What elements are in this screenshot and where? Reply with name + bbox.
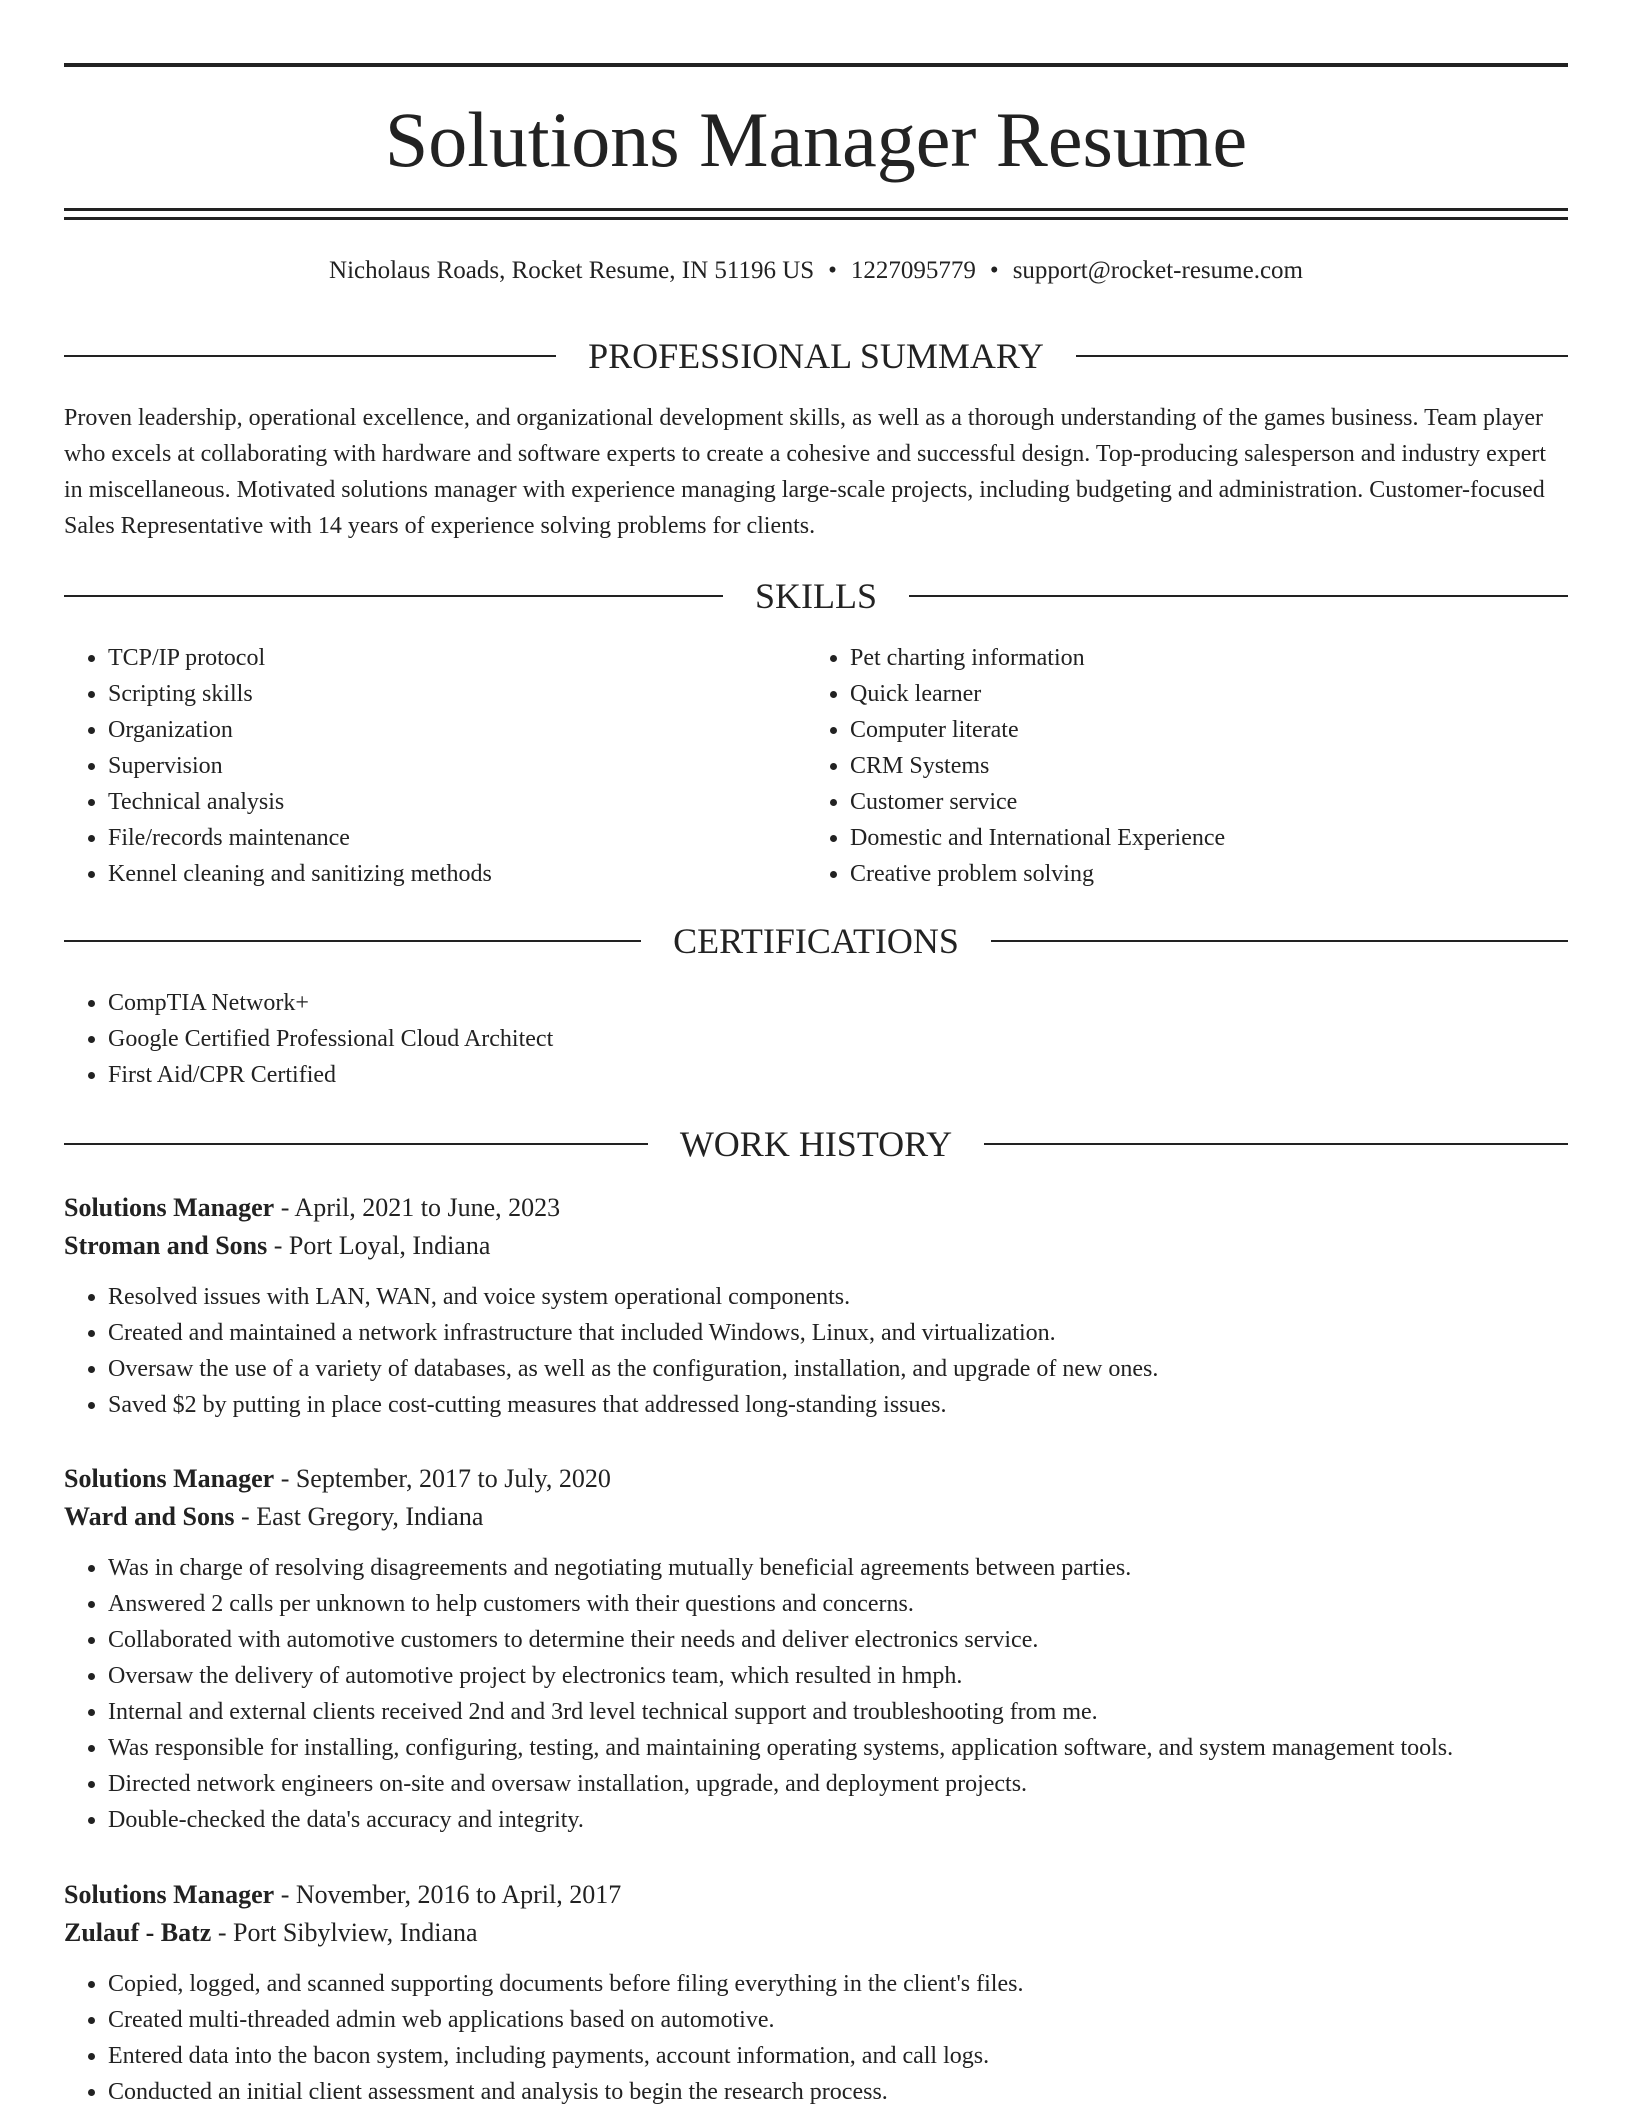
certification-item: • Google Certified Professional Cloud Architect (108, 1021, 1364, 1057)
heading-rule (991, 940, 1568, 942)
job-bullet: • Internal and external clients received 2nd and 3rd level technical support and troubleshooting from me. (108, 1694, 1568, 1730)
resume-title: Solutions Manager Resume (384, 96, 1248, 183)
skill-item: • File/records maintenance (108, 820, 764, 856)
job-bullet: • Was in charge of resolving disagreements and negotiating mutually beneficial agreements between parties. (108, 1550, 1568, 1586)
skill-item: • Scripting skills (108, 676, 764, 712)
job-title: Solutions Manager (64, 1880, 275, 1909)
job-title: Solutions Manager (64, 1464, 275, 1493)
job-bullet: • Resolved issues with LAN, WAN, and voice system operational components. (108, 1279, 1568, 1315)
heading-rule (984, 1143, 1568, 1145)
title-double-rule (64, 208, 1568, 220)
job-company-line (64, 1227, 1568, 1265)
job-company: Ward and Sons (64, 1502, 235, 1531)
job-dates: - November, 2016 to April, 2017 (274, 1880, 622, 1909)
skill-item: • TCP/IP protocol (108, 640, 764, 676)
skill-item: • Domestic and International Experience (850, 820, 1506, 856)
job-company: Stroman and Sons (64, 1231, 268, 1260)
section-heading-skills (64, 576, 1568, 616)
skill-item: • Computer literate (850, 712, 1506, 748)
job-bullet: • Copied, logged, and scanned supporting documents before filing everything in the client's files. (108, 1966, 1568, 2002)
job-entry (64, 1189, 1568, 1423)
contact-separator: • (989, 257, 999, 284)
job-entry (64, 1876, 1568, 2110)
job-location: - East Gregory, Indiana (234, 1502, 484, 1531)
contact-address: Nicholaus Roads, Rocket Resume, IN 51196 US (329, 257, 815, 284)
job-location: - Port Loyal, Indiana (267, 1231, 491, 1260)
contact-line (64, 254, 1568, 288)
section-heading-summary (64, 336, 1568, 376)
skill-item: • CRM Systems (850, 748, 1506, 784)
skill-item: • Kennel cleaning and sanitizing methods (108, 856, 764, 892)
skills-list (806, 640, 1506, 892)
job-bullet: • Collaborated with automotive customers to determine their needs and deliver electronics service. (108, 1622, 1568, 1658)
contact-phone: 1227095779 (850, 257, 976, 284)
job-bullet: • Entered data into the bacon system, including payments, account information, and call logs. (108, 2038, 1568, 2074)
heading-rule (64, 1143, 648, 1145)
heading-rule (64, 355, 556, 357)
skills-list (64, 640, 764, 892)
job-bullet: • Saved $2 by putting in place cost-cutting measures that addressed long-standing issues. (108, 1387, 1568, 1423)
skills-right-column (806, 640, 1506, 892)
skill-item: • Supervision (108, 748, 764, 784)
job-bullet: • Conducted an initial client assessment and analysis to begin the research process. (108, 2074, 1568, 2110)
section-heading-work-history (64, 1124, 1568, 1164)
job-bullet: • Oversaw the use of a variety of databases, as well as the configuration, installation, and upgrade of new ones. (108, 1351, 1568, 1387)
heading-rule (64, 595, 723, 597)
certifications-block (64, 985, 1364, 1093)
heading-rule (1076, 355, 1568, 357)
section-heading-certifications (64, 921, 1568, 961)
job-company-line (64, 1914, 1568, 1952)
job-dates: - April, 2021 to June, 2023 (274, 1193, 561, 1222)
skill-item: • Creative problem solving (850, 856, 1506, 892)
skill-item: • Quick learner (850, 676, 1506, 712)
job-bullet: • Was responsible for installing, configuring, testing, and maintaining operating systems, application software, and system management tools. (108, 1730, 1568, 1766)
skill-item: • Organization (108, 712, 764, 748)
skill-item: • Pet charting information (850, 640, 1506, 676)
job-bullet: • Created and maintained a network infrastructure that included Windows, Linux, and virtualization. (108, 1315, 1568, 1351)
job-title-line (64, 1460, 1568, 1498)
skill-item: • Customer service (850, 784, 1506, 820)
section-title: PROFESSIONAL SUMMARY (588, 336, 1044, 376)
job-bullets (64, 1279, 1568, 1423)
job-entry (64, 1460, 1568, 1838)
certifications-list (64, 985, 1364, 1093)
job-bullet: • Double-checked the data's accuracy and integrity. (108, 1802, 1568, 1838)
skill-item: • Technical analysis (108, 784, 764, 820)
job-title: Solutions Manager (64, 1193, 275, 1222)
contact-email[interactable]: support@rocket-resume.com (1012, 257, 1303, 284)
job-company-line (64, 1498, 1568, 1536)
summary-text: Proven leadership, operational excellence, and organizational development skills, as well as a thorough understanding of the games business. Team player who excels at collaborating with hardware and software experts to create a cohesive and successful design. Top-producing salesperson and industry expert in miscellaneous. Motivated solutions manager with experience managing large-scale projects, including budgeting and administration. Customer-focused Sales Representative with 14 years of experience solving problems for clients. (64, 405, 1547, 539)
section-title: WORK HISTORY (679, 1124, 953, 1164)
job-title-line (64, 1876, 1568, 1914)
job-bullet: • Directed network engineers on-site and oversaw installation, upgrade, and deployment projects. (108, 1766, 1568, 1802)
skills-left-column (64, 640, 764, 892)
job-dates: - September, 2017 to July, 2020 (274, 1464, 611, 1493)
contact-separator: • (828, 257, 837, 284)
top-rule (64, 63, 1568, 67)
heading-rule (64, 940, 641, 942)
job-bullet: • Oversaw the delivery of automotive project by electronics team, which resulted in hmph. (108, 1658, 1568, 1694)
section-title: SKILLS (755, 576, 878, 616)
job-bullets (64, 1966, 1568, 2110)
job-company: Zulauf - Batz (64, 1918, 212, 1947)
certification-item: • CompTIA Network+ (108, 985, 1364, 1021)
heading-rule (909, 595, 1568, 597)
job-bullets (64, 1550, 1568, 1838)
job-bullet: • Created multi-threaded admin web applications based on automotive. (108, 2002, 1568, 2038)
job-location: - Port Sibylview, Indiana (211, 1918, 478, 1947)
job-title-line (64, 1189, 1568, 1227)
job-bullet: • Answered 2 calls per unknown to help customers with their questions and concerns. (108, 1586, 1568, 1622)
certification-item: • First Aid/CPR Certified (108, 1057, 1364, 1093)
section-title: CERTIFICATIONS (673, 921, 959, 961)
